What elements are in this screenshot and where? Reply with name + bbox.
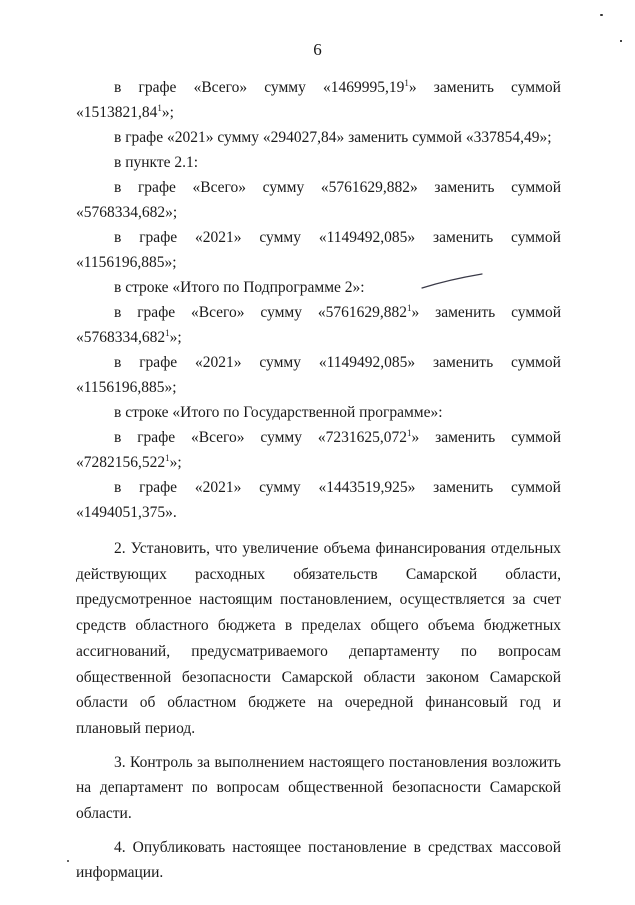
paragraph-text: 3. Контроль за выполнением настоящего постановления возложить на департамент по вопросам общественной безопасности Самарской области. xyxy=(76,753,561,823)
word xyxy=(511,300,561,325)
word-text: «1149492,085» xyxy=(318,229,416,246)
word-text: графе xyxy=(139,229,178,246)
word-text: графе xyxy=(137,429,176,446)
word-text: в xyxy=(114,304,122,321)
word xyxy=(263,175,305,200)
word-text: «1443519,925» xyxy=(318,479,416,496)
word xyxy=(195,225,242,250)
amendment-line xyxy=(76,250,561,275)
word-text: «Всего» xyxy=(191,304,245,321)
line-text: «5768334,682 xyxy=(76,329,166,346)
line-text: в пункте 2.1: xyxy=(114,154,199,171)
amendment-line xyxy=(76,275,561,300)
word xyxy=(318,475,415,500)
word-text: суммой xyxy=(511,179,561,196)
word-text: в xyxy=(114,354,122,371)
amendment-line xyxy=(76,225,561,250)
word xyxy=(193,175,247,200)
word-text: заменить xyxy=(433,479,494,496)
word-text: в xyxy=(114,229,122,246)
amendment-line xyxy=(76,325,561,350)
resolution-paragraph xyxy=(76,536,561,742)
word xyxy=(434,175,494,200)
word xyxy=(114,75,121,100)
footnote-superscript: 1 xyxy=(157,103,162,113)
word-text: в xyxy=(114,429,122,446)
word xyxy=(511,475,561,500)
word-text: «Всего» xyxy=(193,79,248,96)
amendment-line xyxy=(76,375,561,400)
word xyxy=(139,475,177,500)
word-text: «7231625,072 xyxy=(317,429,407,446)
word xyxy=(191,425,245,450)
word-text: сумму xyxy=(259,354,301,371)
amendment-line xyxy=(76,500,561,525)
word xyxy=(114,425,121,450)
word-text: суммой xyxy=(511,479,561,496)
word-suffix: » xyxy=(411,304,420,321)
word-suffix: » xyxy=(411,429,420,446)
word xyxy=(511,225,561,250)
amendment-line xyxy=(76,300,561,325)
word xyxy=(139,225,177,250)
word xyxy=(511,425,561,450)
word-text: в xyxy=(114,479,122,496)
line-text: «5768334,682»; xyxy=(76,204,178,221)
amendment-line xyxy=(76,475,561,500)
word xyxy=(435,425,495,450)
word-text: заменить xyxy=(433,354,494,371)
word-text: «2021» xyxy=(195,354,242,371)
resolution-paragraph xyxy=(76,750,561,827)
word xyxy=(435,300,495,325)
line-text: «1513821,84 xyxy=(76,104,158,121)
word-text: заменить xyxy=(435,429,496,446)
word-text: «Всего» xyxy=(191,429,245,446)
line-text: в строке «Итого по Государственной программе»: xyxy=(114,404,443,421)
word xyxy=(114,475,121,500)
word xyxy=(191,300,245,325)
document-body xyxy=(76,75,561,886)
word-text: «2021» xyxy=(194,479,242,496)
amendment-line xyxy=(76,400,561,425)
word xyxy=(433,350,493,375)
line-text: в графе «2021» сумму «294027,84» заменить суммой «337854,49»; xyxy=(114,129,552,146)
word-text: графе xyxy=(139,479,178,496)
word xyxy=(511,175,561,200)
amendment-line xyxy=(76,100,561,125)
line-text: в строке «Итого по Подпрограмме 2»: xyxy=(114,279,365,296)
line-text: «1494051,375». xyxy=(76,504,177,521)
word-text: сумму xyxy=(264,79,306,96)
word xyxy=(195,350,242,375)
footnote-superscript: 1 xyxy=(165,453,170,463)
word-text: графе xyxy=(138,79,177,96)
word xyxy=(319,225,415,250)
word-text: сумму xyxy=(260,304,302,321)
word-text: сумму xyxy=(260,429,302,446)
line-suffix: »; xyxy=(169,454,182,471)
word-text: графе xyxy=(137,179,176,196)
word-text: графе xyxy=(137,304,176,321)
word-text: сумму xyxy=(259,479,301,496)
word xyxy=(260,300,302,325)
line-text: «1156196,885»; xyxy=(76,379,177,396)
word xyxy=(434,75,494,100)
word-text: заменить xyxy=(433,229,494,246)
amendment-line xyxy=(76,175,561,200)
word-text: сумму xyxy=(262,179,305,196)
footnote-superscript: 1 xyxy=(406,428,412,438)
word-text: в xyxy=(114,79,122,96)
line-suffix: »; xyxy=(169,329,182,346)
word-text: заменить xyxy=(433,79,494,96)
word xyxy=(137,425,175,450)
word-text: суммой xyxy=(511,229,561,246)
line-text: «1156196,885»; xyxy=(76,254,177,271)
word-text: «2021» xyxy=(195,229,242,246)
word xyxy=(259,350,301,375)
word-suffix: » xyxy=(408,79,417,96)
word xyxy=(318,425,419,450)
word xyxy=(318,300,419,325)
word xyxy=(319,350,415,375)
word xyxy=(433,475,493,500)
resolution-paragraph xyxy=(76,835,561,886)
word xyxy=(139,350,177,375)
page-number: 6 xyxy=(313,40,322,59)
amendment-line xyxy=(76,200,561,225)
word-text: в xyxy=(114,179,122,196)
word xyxy=(321,175,418,200)
footnote-superscript: 1 xyxy=(404,78,409,88)
word-text: «1149492,085» xyxy=(318,354,416,371)
amendment-line xyxy=(76,125,561,150)
paragraph-text: 4. Опубликовать настоящее постановление в средствах массовой информации. xyxy=(76,838,561,882)
word-text: сумму xyxy=(259,229,301,246)
scan-speck xyxy=(67,860,69,862)
amendment-line xyxy=(76,450,561,475)
word-text: суммой xyxy=(511,79,561,96)
amendment-line xyxy=(76,75,561,100)
word xyxy=(323,75,417,100)
word xyxy=(194,75,248,100)
word xyxy=(511,75,561,100)
word xyxy=(511,350,561,375)
word-text: «1469995,19 xyxy=(322,79,405,96)
word-text: «5761629,882 xyxy=(317,304,407,321)
word xyxy=(259,225,301,250)
word xyxy=(114,300,121,325)
line-text: «7282156,522 xyxy=(76,454,166,471)
footnote-superscript: 1 xyxy=(406,303,412,313)
paragraph-text: 2. Установить, что увеличение объема финансирования отдельных действующих расходных обязательств Самарской области, предусмотренное настоящим постановлением, осуществляется за счет средств областного бюджета в пределах общего объема бюджетных ассигнований, предусматриваемого департаменту по вопросам общественной безопасности Самарской области законом Самарской области об областном бюджете на очередной финансовый год и плановый период. xyxy=(76,540,561,737)
word-text: заменить xyxy=(435,304,496,321)
word-text: графе xyxy=(139,354,178,371)
word-text: «Всего» xyxy=(192,179,247,196)
amendment-line xyxy=(76,425,561,450)
word xyxy=(114,225,121,250)
footnote-superscript: 1 xyxy=(165,328,170,338)
word xyxy=(260,425,302,450)
word-text: суммой xyxy=(511,304,561,321)
word xyxy=(259,475,301,500)
word xyxy=(195,475,242,500)
amendment-line xyxy=(76,150,561,175)
word-text: суммой xyxy=(511,354,561,371)
word xyxy=(137,300,175,325)
word xyxy=(138,175,176,200)
word xyxy=(433,225,493,250)
word-text: «5761629,882» xyxy=(320,179,418,196)
line-suffix: »; xyxy=(161,104,174,121)
word-text: суммой xyxy=(511,429,561,446)
word xyxy=(114,350,121,375)
word xyxy=(114,175,121,200)
word xyxy=(264,75,306,100)
scan-speck xyxy=(600,14,603,16)
word-text: заменить xyxy=(434,179,495,196)
amendment-line xyxy=(76,350,561,375)
word xyxy=(138,75,176,100)
